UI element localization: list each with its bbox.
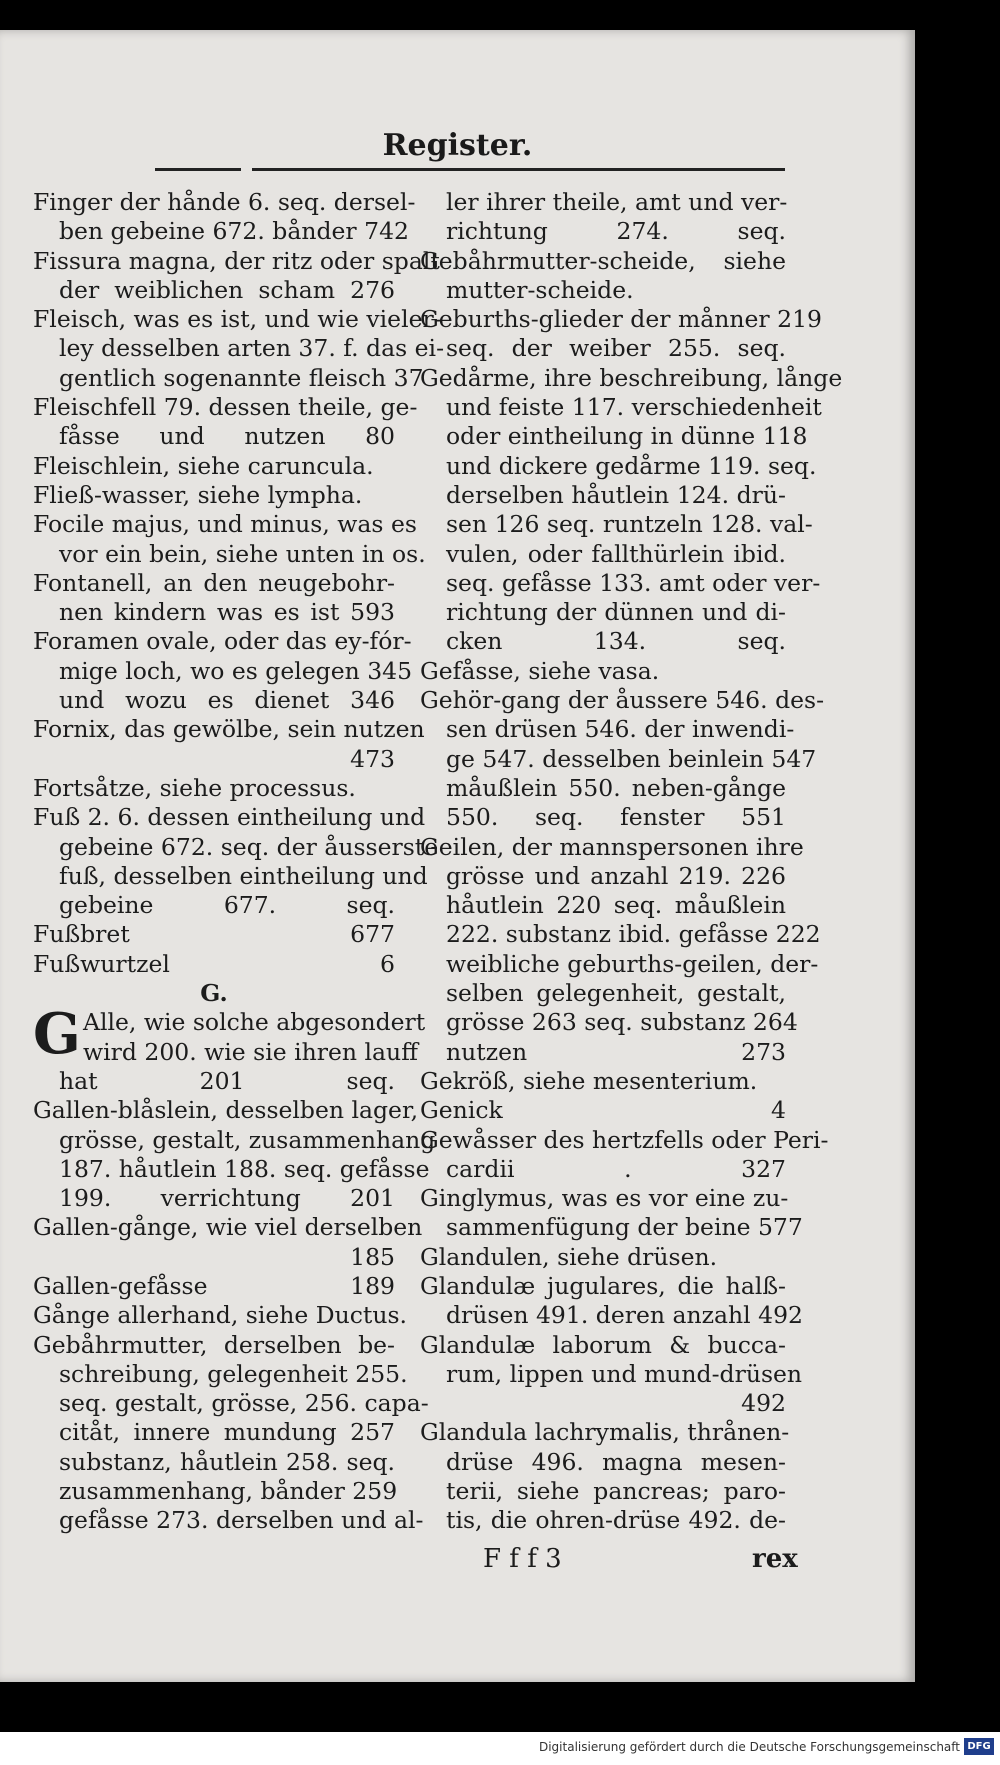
index-line: Ginglymus, was es vor eine zu- [420,1184,789,1213]
index-line: gefåsse 273. derselben und al- [59,1506,424,1535]
index-line: 492 [741,1389,786,1418]
index-line: Finger der hånde 6. seq. dersel- [33,188,416,216]
index-line: nen kindern was es ist 593 [59,598,395,627]
index-line: zusammenhang, bånder 259 [59,1477,398,1506]
index-line: seq. gestalt, grösse, 256. capa- [59,1389,429,1418]
index-line: Gånge allerhand, siehe Ductus. [33,1301,408,1330]
index-line: Fontanell, an den neugebohr- [33,568,395,597]
index-line: Fleischfell 79. dessen theile, ge- [33,393,418,422]
index-line: Fließ-wasser, siehe lympha. [33,480,363,509]
index-line: und feiste 117. verschiedenheit [446,393,822,422]
index-line: selben gelegenheit, gestalt, [446,979,786,1008]
index-line: gebeine 677. seq. [59,891,395,920]
head-rule [252,168,785,171]
index-line: ley desselben arten 37. f. das ei- [59,334,445,363]
index-column-left [33,188,445,1536]
index-line: Fissura magna, der ritz oder spalt [33,246,440,275]
index-line: Genick 4 [420,1096,786,1125]
index-line: Fuß 2. 6. dessen eintheilung und [33,803,426,832]
index-line: richtung 274. seq. [446,217,786,246]
index-column-right [420,188,843,1536]
index-line: 473 [350,744,395,773]
dfg-logo: DFG [964,1738,994,1755]
index-line: sammenfügung der beine 577 [446,1213,803,1242]
index-line: Fortsåtze, siehe processus. [33,773,356,802]
index-line: seq. der weiber 255. seq. [446,334,786,363]
index-line: Fußwurtzel 6 [33,949,395,978]
index-line: 222. substanz ibid. gefåsse 222 [446,920,821,949]
index-line: rum, lippen und mund-drüsen [446,1359,803,1388]
index-line: Gefåsse, siehe vasa. [420,656,660,685]
index-line: Glandulæ jugulares, die halß- [420,1271,786,1300]
index-line: grösse 263 seq. substanz 264 [446,1008,798,1037]
index-line: hat 201 seq. [59,1066,395,1095]
index-line: der weiblichen scham 276 [59,275,395,304]
index-line: Geilen, der mannspersonen ihre [420,832,804,861]
index-line: Gallen-gånge, wie viel derselben [33,1213,423,1242]
index-line: tis, die ohren-drüse 492. de- [446,1506,786,1535]
index-line: seq. gefåsse 133. amt oder ver- [446,568,821,597]
index-line: fåsse und nutzen 80 [59,422,395,451]
index-line: nutzen 273 [446,1037,786,1066]
index-line: Gebåhrmutter, derselben be- [33,1330,395,1359]
index-line: mige loch, wo es gelegen 345 [59,656,413,685]
index-line: 199. verrichtung 201 [59,1184,395,1213]
index-line: vulen, oder fallthürlein ibid. [446,539,786,568]
index-line: Geburths-glieder der månner 219 [420,305,822,334]
index-line: fuß, desselben eintheilung und [59,861,428,890]
index-line: ben gebeine 672. bånder 742 [59,217,409,246]
index-line: 550. seq. fenster 551 [446,803,786,832]
index-line: Foramen ovale, oder das ey-fór- [33,627,412,656]
index-line: terii, siehe pancreas; paro- [446,1477,786,1506]
index-line: Gekröß, siehe mesenterium. [420,1066,758,1095]
index-line: Gebåhrmutter-scheide, siehe [420,246,786,275]
index-line: Fornix, das gewölbe, sein nutzen [33,715,425,744]
index-line: richtung der dünnen und di- [446,598,786,627]
index-line: Fußbret 677 [33,920,395,949]
index-line: måußlein 550. neben-gånge [446,773,786,802]
index-line: Gallen-gefåsse 189 [33,1271,395,1300]
running-head: Register. [382,128,533,163]
index-line: mutter-scheide. [446,275,634,304]
digitization-footer [0,1732,1000,1765]
index-line: Gehör-gang der åussere 546. des- [420,686,825,715]
index-line: 185 [350,1242,395,1271]
index-line: cken 134. seq. [446,627,786,656]
index-line: 187. håutlein 188. seq. gefåsse [59,1154,430,1183]
index-line: ge 547. desselben beinlein 547 [446,744,817,773]
index-line: sen drüsen 546. der inwendi- [446,715,795,744]
index-line: ler ihrer theile, amt und ver- [446,188,788,216]
index-line: sen 126 seq. runtzeln 128. val- [446,510,813,539]
index-line: gentlich sogenannte fleisch 37 [59,363,424,392]
index-line: cardii . 327 [446,1154,786,1183]
index-line: Alle, wie solche abgesondert [83,1008,426,1037]
index-line: drüse 496. magna mesen- [446,1447,786,1476]
index-line: grösse und anzahl 219. 226 [446,861,786,890]
index-line: gebeine 672. seq. der åusserste [59,832,439,861]
index-line: Fleischlein, siehe caruncula. [33,451,374,480]
index-line: vor ein bein, siehe unten in os. [59,539,426,568]
index-line: citåt, innere mundung 257 [59,1418,395,1447]
index-line: grösse, gestalt, zusammenhang [59,1125,436,1154]
index-line: weibliche geburths-geilen, der- [446,949,819,978]
index-line: Glandulen, siehe drüsen. [420,1242,718,1271]
index-line: Gewåsser des hertzfells oder Peri- [420,1125,829,1154]
index-line: schreibung, gelegenheit 255. [59,1359,408,1388]
index-line: Glandula lachrymalis, thrånen- [420,1418,790,1447]
index-line: drüsen 491. deren anzahl 492 [446,1301,803,1330]
index-line: G. [200,979,228,1008]
catchword: rex [752,1544,798,1574]
index-line: Glandulæ laborum & bucca- [420,1330,786,1359]
index-line: substanz, håutlein 258. seq. [59,1447,395,1476]
index-line: und wozu es dienet 346 [59,686,395,715]
index-line: håutlein 220 seq. måußlein [446,891,786,920]
drop-capital: G [33,1001,81,1068]
index-line: und dickere gedårme 119. seq. [446,451,817,480]
index-line: oder eintheilung in dünne 118 [446,422,808,451]
book-page [0,30,915,1682]
index-line: derselben håutlein 124. drü- [446,480,786,509]
index-line: Gallen-blåslein, desselben lager, [33,1096,419,1125]
index-line: Fleisch, was es ist, und wie vieler- [33,305,442,334]
signature-mark: F f f 3 [483,1544,562,1574]
index-line: Gedårme, ihre beschreibung, långe [420,363,843,392]
index-line: wird 200. wie sie ihren lauff [83,1037,418,1066]
index-line: Focile majus, und minus, was es [33,510,417,539]
footer-credit: Digitalisierung gefördert durch die Deutsche Forschungsgemeinschaft [538,1740,960,1754]
head-rule [155,168,241,171]
